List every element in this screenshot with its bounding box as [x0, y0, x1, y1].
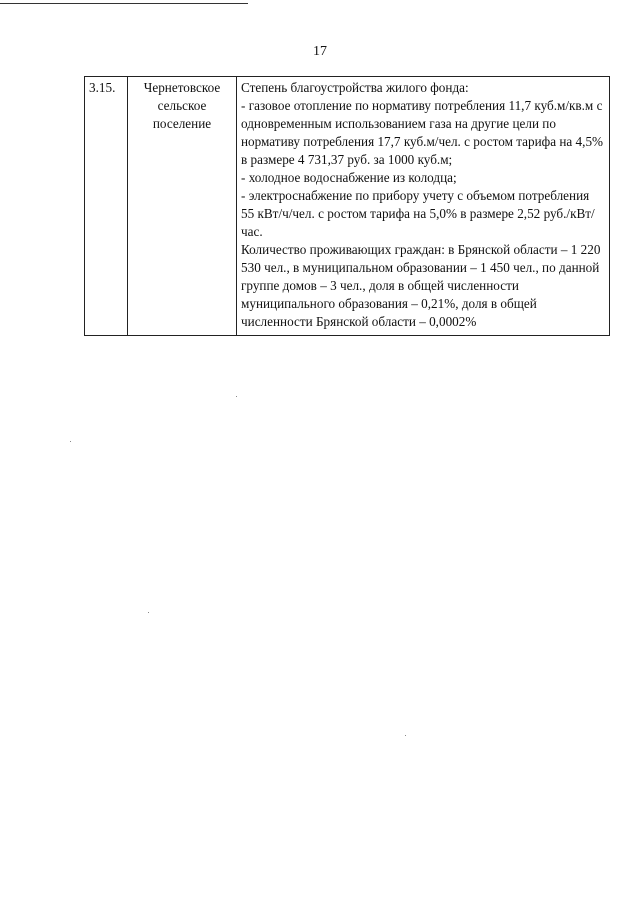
description-electricity: - электроснабжение по прибору учету с объемом потребления 55 кВт/ч/чел. с ростом тарифа на 5,0% в размере 2,52 руб./кВт/час.	[241, 188, 595, 239]
scan-speck	[148, 612, 149, 613]
row-number-cell: 3.15.	[85, 77, 128, 336]
settlement-name-cell: Чернетовское сельское поселение	[128, 77, 237, 336]
description-population: Количество проживающих граждан: в Брянской области – 1 220 530 чел., в муниципальном образовании – 1 450 чел., по данной группе домов – 3 чел., доля в общей численности муниципального образования – 0,21%, доля в общей численности Брянской области – 0,0002%	[241, 242, 601, 329]
description-water-supply: - холодное водоснабжение из колодца;	[241, 170, 457, 185]
top-scan-rule	[0, 3, 248, 4]
scan-speck	[405, 735, 406, 736]
document-table	[84, 76, 610, 336]
scan-speck	[236, 396, 237, 397]
scan-speck	[70, 441, 71, 442]
description-cell	[237, 77, 610, 336]
description-gas-heating: - газовое отопление по нормативу потребления 11,7 куб.м/кв.м с одновременным использованием газа на другие цели по нормативу потребления 17,7 куб.м/чел. с ростом тарифа на 4,5% в размере 4 731,37 руб. за 1000 куб.м;	[241, 98, 604, 167]
description-heading: Степень благоустройства жилого фонда:	[241, 80, 469, 95]
page-number: 17	[313, 44, 327, 59]
table-row	[85, 77, 610, 336]
